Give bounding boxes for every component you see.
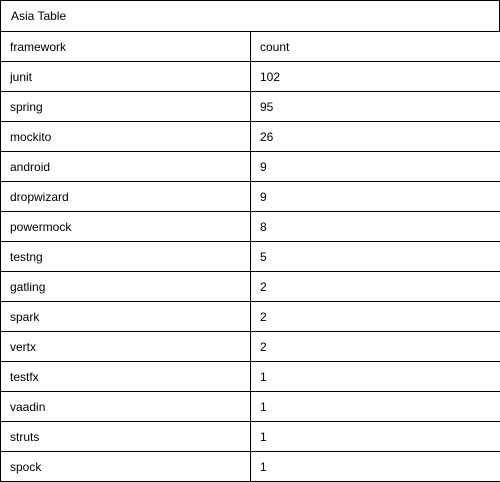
count-cell: 9 <box>251 152 500 182</box>
data-table <box>0 31 500 482</box>
framework-cell: mockito <box>1 122 251 152</box>
count-cell: 2 <box>251 332 500 362</box>
framework-cell: vertx <box>1 332 251 362</box>
table-row <box>1 182 500 212</box>
framework-cell: testng <box>1 242 251 272</box>
table-row <box>1 122 500 152</box>
table-row <box>1 452 500 482</box>
table-row <box>1 362 500 392</box>
table-body <box>1 62 500 482</box>
count-cell: 102 <box>251 62 500 92</box>
framework-cell: gatling <box>1 272 251 302</box>
framework-cell: android <box>1 152 251 182</box>
framework-cell: junit <box>1 62 251 92</box>
table-row <box>1 302 500 332</box>
framework-cell: vaadin <box>1 392 251 422</box>
table-row <box>1 392 500 422</box>
table-row <box>1 332 500 362</box>
table-row <box>1 62 500 92</box>
table-row <box>1 272 500 302</box>
count-cell: 1 <box>251 422 500 452</box>
table-row <box>1 92 500 122</box>
count-cell: 1 <box>251 392 500 422</box>
table-title: Asia Table <box>0 0 500 31</box>
framework-cell: spark <box>1 302 251 332</box>
count-cell: 5 <box>251 242 500 272</box>
framework-cell: powermock <box>1 212 251 242</box>
count-cell: 2 <box>251 302 500 332</box>
header-row <box>1 32 500 62</box>
count-cell: 8 <box>251 212 500 242</box>
column-header-count: count <box>251 32 500 62</box>
table-row <box>1 422 500 452</box>
framework-cell: testfx <box>1 362 251 392</box>
count-cell: 95 <box>251 92 500 122</box>
framework-cell: dropwizard <box>1 182 251 212</box>
count-cell: 26 <box>251 122 500 152</box>
count-cell: 2 <box>251 272 500 302</box>
framework-cell: spock <box>1 452 251 482</box>
framework-cell: struts <box>1 422 251 452</box>
count-cell: 9 <box>251 182 500 212</box>
count-cell: 1 <box>251 362 500 392</box>
count-cell: 1 <box>251 452 500 482</box>
table-row <box>1 152 500 182</box>
table-row <box>1 242 500 272</box>
column-header-framework: framework <box>1 32 251 62</box>
table-row <box>1 212 500 242</box>
framework-cell: spring <box>1 92 251 122</box>
